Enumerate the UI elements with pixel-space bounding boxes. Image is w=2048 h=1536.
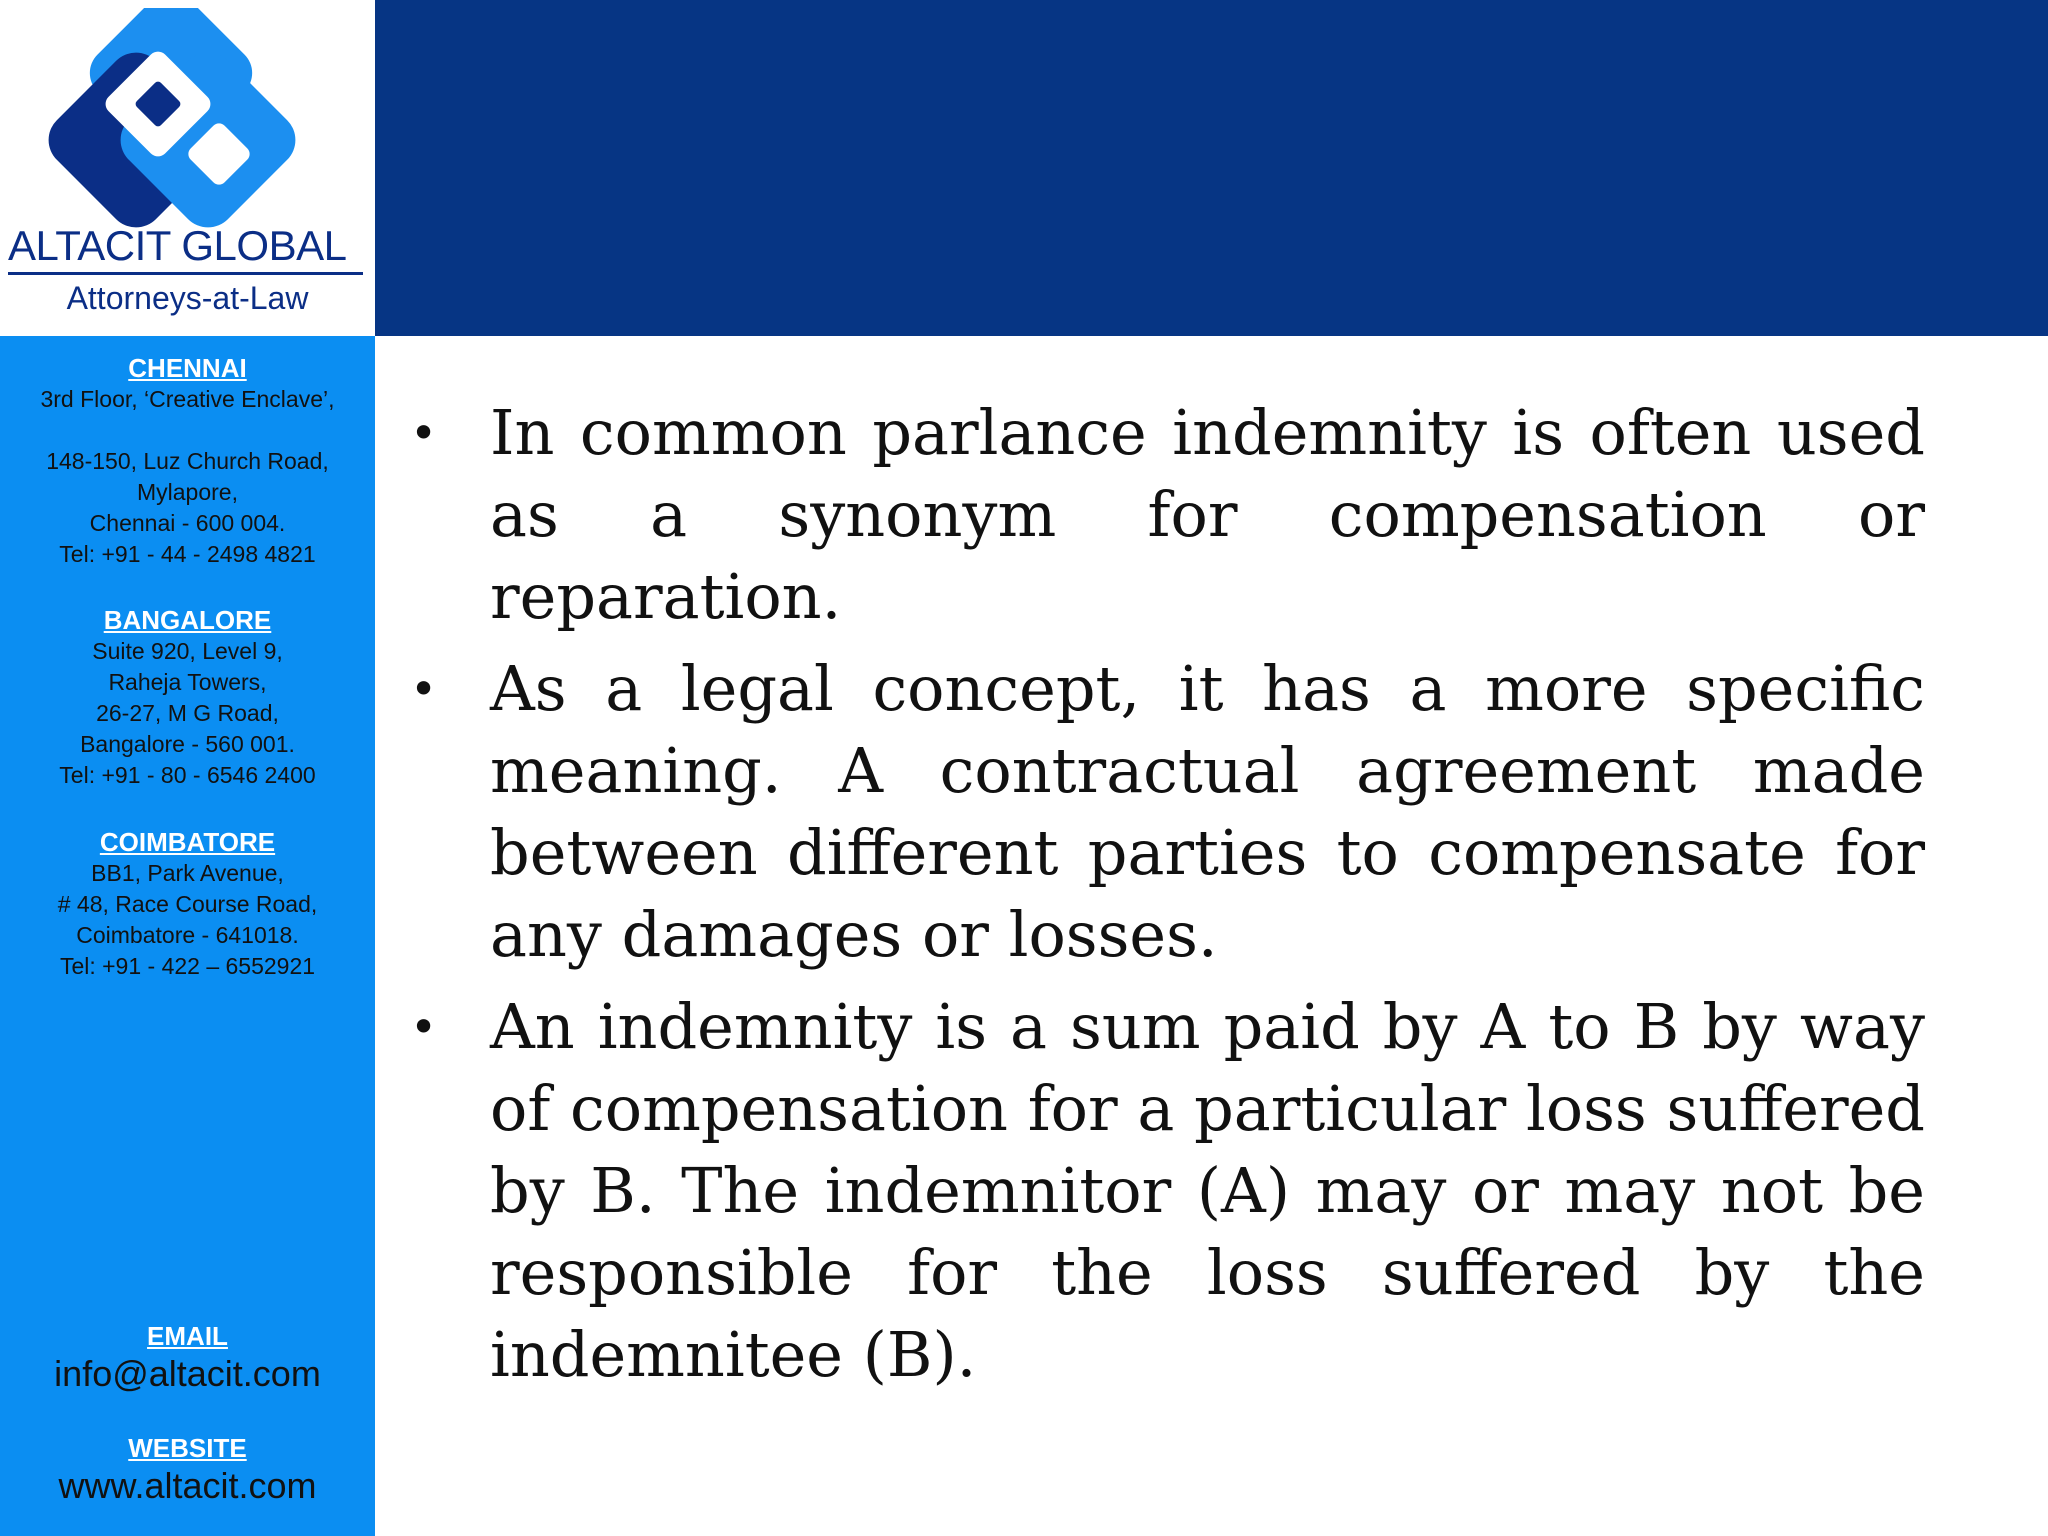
office-coimbatore [0,826,375,982]
office-address-line: Bangalore - 560 001. [80,731,295,757]
office-chennai [0,352,375,570]
bullet-text: An indemnity is a sum paid by A to B by way of compensation for a particular loss suffered by B. The indemnitor (A) may or may not be responsible for the loss suffered by the indemnitee (B). [490,990,1925,1391]
email-label: EMAIL [147,1321,228,1351]
office-phone: Tel: +91 - 422 – 6552921 [59,953,316,979]
bullet-icon: • [410,406,438,460]
logo [0,0,375,336]
bullet-item [410,648,1925,976]
bullet-text: In common parlance indemnity is often used as a synonym for compensation or reparation. [490,396,1925,633]
logo-subtitle: Attorneys-at-Law [66,280,309,316]
office-address-line: Mylapore, [137,479,238,505]
bullet-icon: • [410,1000,438,1054]
website-block [0,1432,375,1508]
office-address-line: Chennai - 600 004. [89,510,286,536]
altacit-logo-mark-icon [30,8,340,228]
header-band [375,0,2048,336]
website-link[interactable]: www.altacit.com [58,1465,317,1506]
office-address-line: # 48, Race Course Road, [57,891,318,917]
email-link[interactable]: info@altacit.com [54,1353,321,1394]
office-phone: Tel: +91 - 44 - 2498 4821 [59,541,316,567]
bullet-icon: • [410,662,438,716]
logo-name: ALTACIT GLOBAL [8,222,347,269]
email-block [0,1320,375,1396]
office-address-line: 3rd Floor, ‘Creative Enclave’, [40,386,335,412]
office-address-line: Suite 920, Level 9, [92,638,283,664]
office-address-line: 26-27, M G Road, [96,700,279,726]
website-label: WEBSITE [128,1433,247,1463]
office-phone: Tel: +91 - 80 - 6546 2400 [59,762,316,788]
office-address-line: 148-150, Luz Church Road, [46,448,329,474]
office-city-bangalore: BANGALORE [103,605,272,635]
office-city-coimbatore: COIMBATORE [99,827,276,857]
sidebar [0,336,375,1536]
slide-content [410,392,1925,1406]
bullet-item [410,986,1925,1396]
office-city-chennai: CHENNAI [128,353,247,383]
bullet-item [410,392,1925,638]
office-address-line [0,415,375,446]
office-address-line: Coimbatore - 641018. [76,922,299,948]
office-address-line: BB1, Park Avenue, [91,860,284,886]
office-bangalore [0,604,375,791]
office-address-line: Raheja Towers, [108,669,267,695]
bullet-text: As a legal concept, it has a more specific meaning. A contractual agreement made between different parties to compensate for any damages or losses. [490,652,1925,971]
logo-divider [8,272,363,275]
